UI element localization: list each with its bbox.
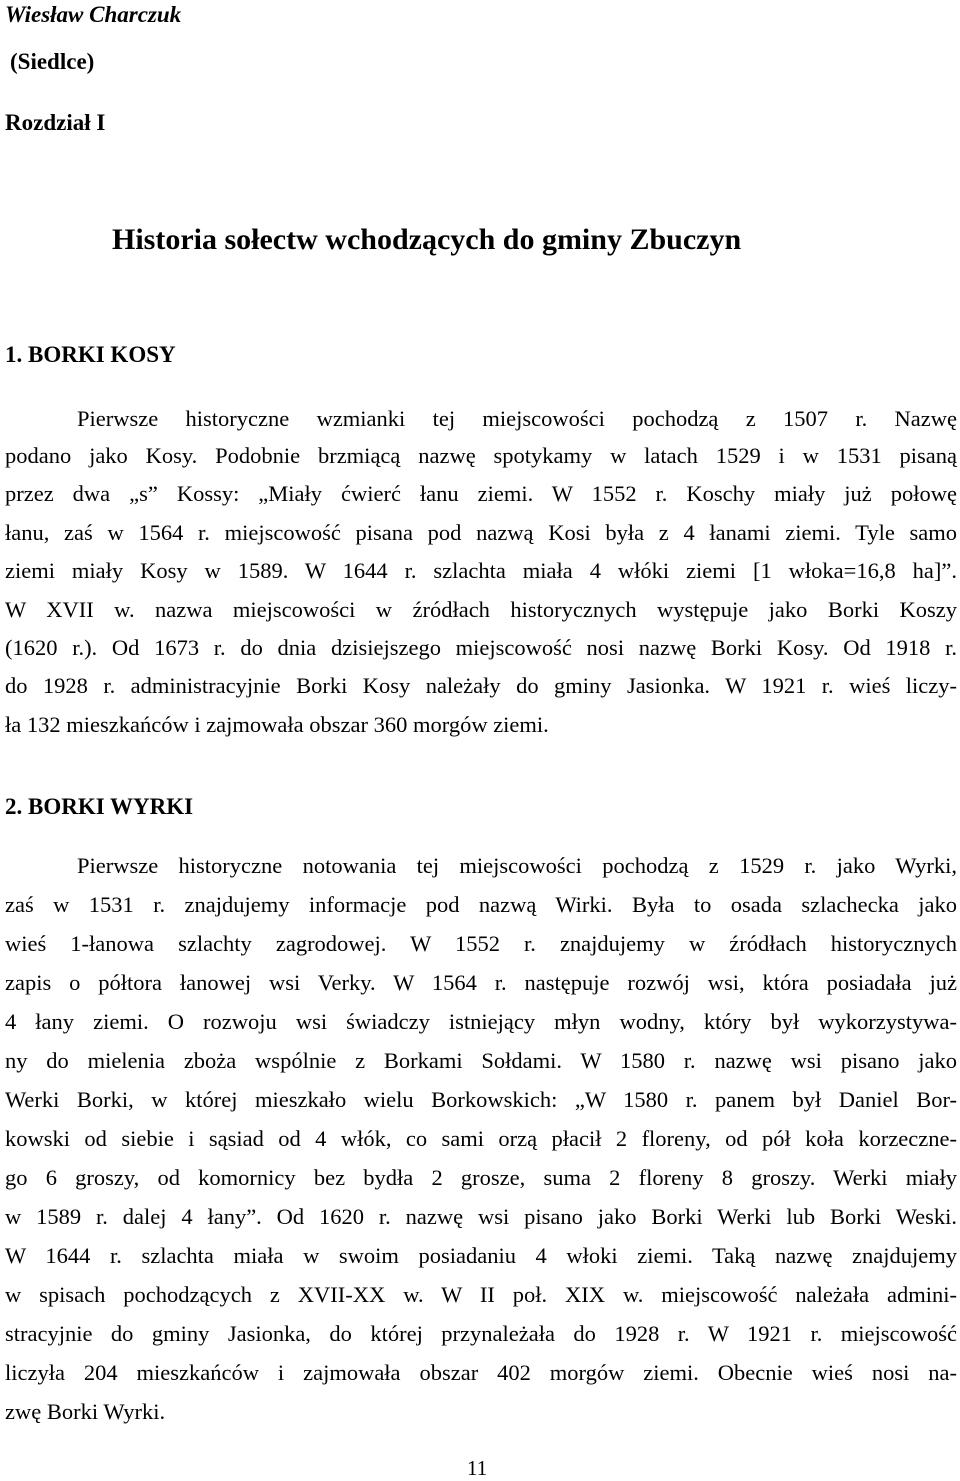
- paragraph-line: Pierwsze historyczne wzmianki tej miejscowości pochodzą z 1507 r. Nazwę: [77, 406, 957, 431]
- paragraph-line: zwę Borki Wyrki.: [5, 1399, 166, 1424]
- paragraph-line: do 1928 r. administracyjnie Borki Kosy należały do gminy Jasionka. W 1921 r. wieś liczy-: [5, 673, 957, 698]
- paragraph-line: W 1644 r. szlachta miała w swoim posiadaniu 4 włoki ziemi. Taką nazwę znajdujemy: [5, 1243, 957, 1268]
- paragraph-line: stracyjnie do gminy Jasionka, do której przynależała do 1928 r. W 1921 r. miejscowość: [5, 1321, 957, 1346]
- paragraph-line: zapis o półtora łanowej wsi Verky. W 1564 r. następuje rozwój wsi, która posiadała już: [5, 970, 957, 995]
- paragraph-line: Werki Borki, w której mieszkało wielu Borkowskich: „W 1580 r. panem był Daniel Bor-: [5, 1087, 957, 1112]
- paragraph-line: ny do mielenia zboża wspólnie z Borkami Sołdami. W 1580 r. nazwę wsi pisano jako: [5, 1048, 957, 1073]
- author-place: (Siedlce): [10, 49, 95, 74]
- paragraph-line: Pierwsze historyczne notowania tej miejscowości pochodzą z 1529 r. jako Wyrki,: [77, 853, 957, 878]
- page-number: 11: [467, 1456, 488, 1480]
- paragraph-line: W XVII w. nazwa miejscowości w źródłach historycznych występuje jako Borki Koszy: [5, 597, 957, 622]
- paragraph-line: w spisach pochodzących z XVII-XX w. W II poł. XIX w. miejscowość należała admini-: [5, 1282, 957, 1307]
- author-name: Wiesław Charczuk: [5, 2, 182, 27]
- paragraph-line: ła 132 mieszkańców i zajmowała obszar 360 morgów ziemi.: [5, 712, 549, 737]
- paragraph-line: przez dwa „s” Kossy: „Miały ćwierć łanu ziemi. W 1552 r. Koschy miały już połowę: [5, 481, 957, 506]
- paragraph-line: go 6 groszy, od komornicy bez bydła 2 grosze, suma 2 floreny 8 groszy. Werki miały: [5, 1165, 957, 1190]
- paragraph-line: podano jako Kosy. Podobnie brzmiącą nazwę spotykamy w latach 1529 i w 1531 pisaną: [5, 443, 957, 468]
- chapter-label: Rozdział I: [5, 110, 106, 135]
- paragraph-line: zaś w 1531 r. znajdujemy informacje pod nazwą Wirki. Była to osada szlachecka jako: [5, 892, 957, 917]
- paragraph-line: (1620 r.). Od 1673 r. do dnia dzisiejszego miejscowość nosi nazwę Borki Kosy. Od 1918 r.: [5, 635, 957, 660]
- paragraph-line: w 1589 r. dalej 4 łany”. Od 1620 r. nazwę wsi pisano jako Borki Werki lub Borki Weski.: [5, 1204, 957, 1229]
- paragraph-line: kowski od siebie i sąsiad od 4 włók, co sami orzą płacił 2 floreny, od pół koła korzeczne-: [5, 1126, 957, 1151]
- paragraph-line: 4 łany ziemi. O rozwoju wsi świadczy istniejący młyn wodny, który był wykorzystywa-: [5, 1009, 957, 1034]
- document-title: Historia sołectw wchodzących do gminy Zbuczyn: [112, 223, 742, 256]
- paragraph-line: wieś 1-łanowa szlachty zagrodowej. W 1552 r. znajdujemy w źródłach historycznych: [5, 931, 957, 956]
- paragraph-line: liczyła 204 mieszkańców i zajmowała obszar 402 morgów ziemi. Obecnie wieś nosi na-: [5, 1360, 957, 1385]
- section-heading: 2. BORKI WYRKI: [5, 794, 194, 819]
- section-heading: 1. BORKI KOSY: [5, 342, 176, 367]
- paragraph-line: ziemi miały Kosy w 1589. W 1644 r. szlachta miała 4 włóki ziemi [1 włoka=16,8 ha]”.: [5, 558, 957, 583]
- paragraph-line: łanu, zaś w 1564 r. miejscowość pisana pod nazwą Kosi była z 4 łanami ziemi. Tyle samo: [5, 520, 957, 545]
